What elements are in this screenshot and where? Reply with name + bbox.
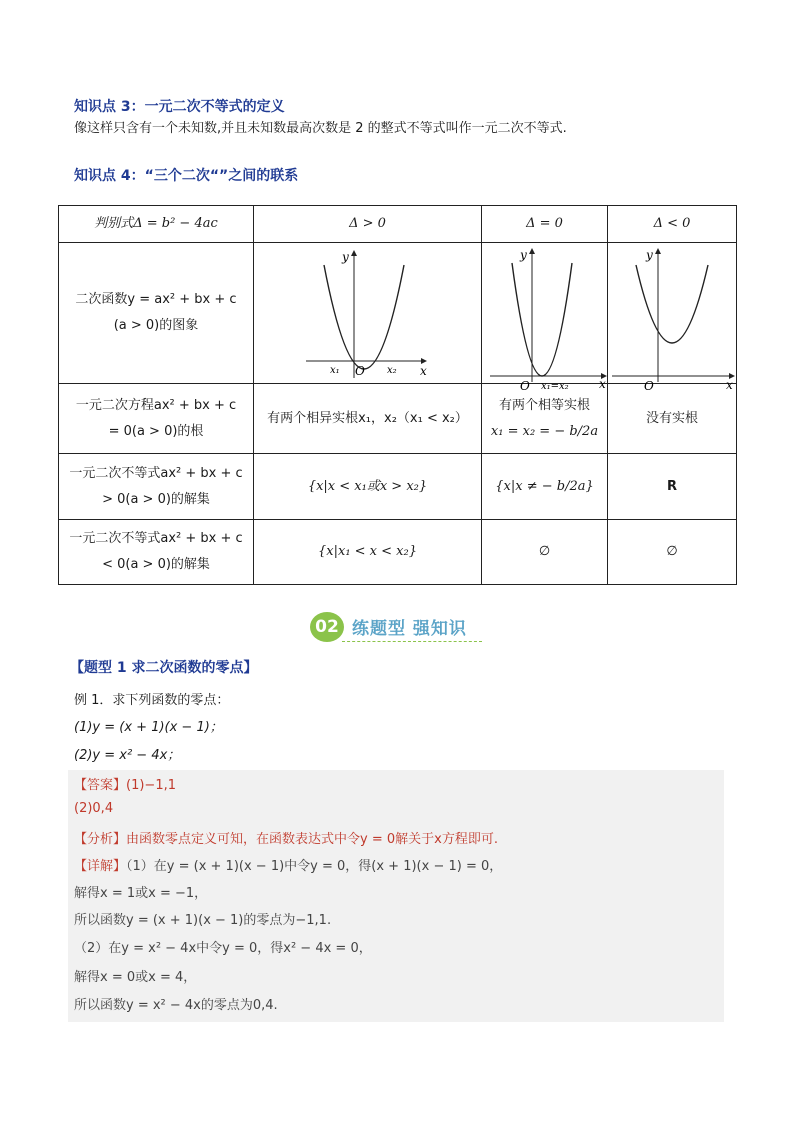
example-prompt: 例 1．求下列函数的零点： <box>74 693 230 708</box>
less-delta-positive: {x|x₁ < x < x₂} <box>254 520 482 585</box>
table-row-roots <box>59 384 737 454</box>
section-number-badge: 02 <box>310 612 344 642</box>
less-row-label <box>59 520 254 585</box>
table-row-less <box>59 520 737 585</box>
answer-line-1 <box>74 774 176 793</box>
axis-y-label: y <box>342 250 349 264</box>
roots-delta-zero <box>482 384 608 454</box>
detail-step-1: （1）在y = (x + 1)(x − 1)中令y = 0，得(x + 1)(x − 1) = 0， <box>126 859 503 874</box>
section-heading-k4: 知识点 4：“三个二次“”之间的联系 <box>74 168 299 184</box>
detail-line-1 <box>74 855 502 874</box>
parabola-no-root-graph <box>608 243 737 393</box>
table-row-greater <box>59 454 737 520</box>
detail-step-5: 解得x = 0或x = 4， <box>74 970 197 985</box>
graph-delta-zero <box>482 243 608 393</box>
parabola-one-root-graph <box>482 243 608 393</box>
graph-row-label <box>59 243 254 384</box>
header-discriminant: 判别式Δ = b² − 4ac <box>59 206 254 243</box>
roots-zero-line1: 有两个相等实根 <box>498 397 590 413</box>
example-question-1: (1)y = (x + 1)(x − 1)； <box>74 720 223 735</box>
graph-label-line2: (a > 0)的图象 <box>113 318 199 333</box>
graph-label-line1: 二次函数y = ax² + bx + c <box>75 292 237 307</box>
header-delta-positive: Δ > 0 <box>254 206 482 243</box>
roots-delta-positive: 有两个相异实根x₁，x₂（x₁ < x₂） <box>254 384 482 454</box>
answer-part-1: (1)−1,1 <box>126 778 176 793</box>
less-delta-zero: ∅ <box>482 520 608 585</box>
double-root-label: x₁=x₂ <box>541 381 569 392</box>
banner-underline <box>342 641 482 642</box>
detail-step-3: 所以函数y = (x + 1)(x − 1)的零点为−1,1. <box>74 913 332 928</box>
analysis-text: 由函数零点定义可知，在函数表达式中令y = 0解关于x方程即可. <box>126 832 498 847</box>
detail-step-4: （2）在y = x² − 4x中令y = 0，得x² − 4x = 0， <box>74 941 372 956</box>
greater-delta-negative: R <box>608 454 737 520</box>
table-row-header <box>59 206 737 243</box>
greater-label-line1: 一元二次不等式ax² + bx + c <box>69 465 243 481</box>
section-banner-title: 练题型 强知识 <box>352 619 467 639</box>
greater-delta-zero: {x|x ≠ − b/2a} <box>482 454 608 520</box>
greater-label-line2: > 0(a > 0)的解集 <box>102 491 210 507</box>
section-heading-k3: 知识点 3：一元二次不等式的定义 <box>74 99 285 115</box>
origin-label: O <box>520 379 530 393</box>
origin-label: O <box>644 379 654 393</box>
graph-delta-negative <box>608 243 737 393</box>
axis-x-label: x <box>599 377 606 391</box>
three-quadratics-table <box>58 205 737 585</box>
answer-tag: 【答案】 <box>74 778 127 793</box>
roots-delta-negative: 没有实根 <box>608 384 737 454</box>
axis-y-label: y <box>520 248 527 262</box>
axis-x-label: x <box>726 378 733 392</box>
detail-step-2: 解得x = 1或x = −1， <box>74 886 208 901</box>
less-label-line1: 一元二次不等式ax² + bx + c <box>69 531 243 546</box>
less-label-line2: < 0(a > 0)的解集 <box>102 557 210 572</box>
roots-row-label <box>59 384 254 454</box>
roots-zero-line2: x₁ = x₂ = − b/2a <box>490 423 599 439</box>
example-question-2: (2)y = x² − 4x； <box>74 748 181 763</box>
question-type-heading: 【题型 1 求二次函数的零点】 <box>70 660 258 676</box>
header-delta-negative: Δ < 0 <box>608 206 737 243</box>
answer-part-2: (2)0,4 <box>74 801 114 816</box>
roots-label-line1: 一元二次方程ax² + bx + c <box>75 397 237 413</box>
origin-label: O <box>355 364 365 378</box>
graph-delta-positive <box>254 243 482 384</box>
detail-tag: 【详解】 <box>74 859 127 874</box>
root-x1-label: x₁ <box>330 365 340 376</box>
root-x2-label: x₂ <box>387 365 397 376</box>
header-delta-zero: Δ = 0 <box>482 206 608 243</box>
detail-step-6: 所以函数y = x² − 4x的零点为0,4. <box>74 998 278 1013</box>
analysis-line <box>74 828 498 847</box>
roots-label-line2: = 0(a > 0)的根 <box>108 423 204 439</box>
parabola-two-roots-graph <box>254 243 482 383</box>
less-delta-negative: ∅ <box>608 520 737 585</box>
analysis-tag: 【分析】 <box>74 832 127 847</box>
definition-text: 像这样只含有一个未知数,并且未知数最高次数是 2 的整式不等式叫作一元二次不等式. <box>74 121 567 136</box>
greater-delta-positive: {x|x < x₁或x > x₂} <box>254 454 482 520</box>
table-row-graph <box>59 243 737 384</box>
greater-row-label <box>59 454 254 520</box>
axis-y-label: y <box>646 248 653 262</box>
axis-x-label: x <box>420 364 427 378</box>
